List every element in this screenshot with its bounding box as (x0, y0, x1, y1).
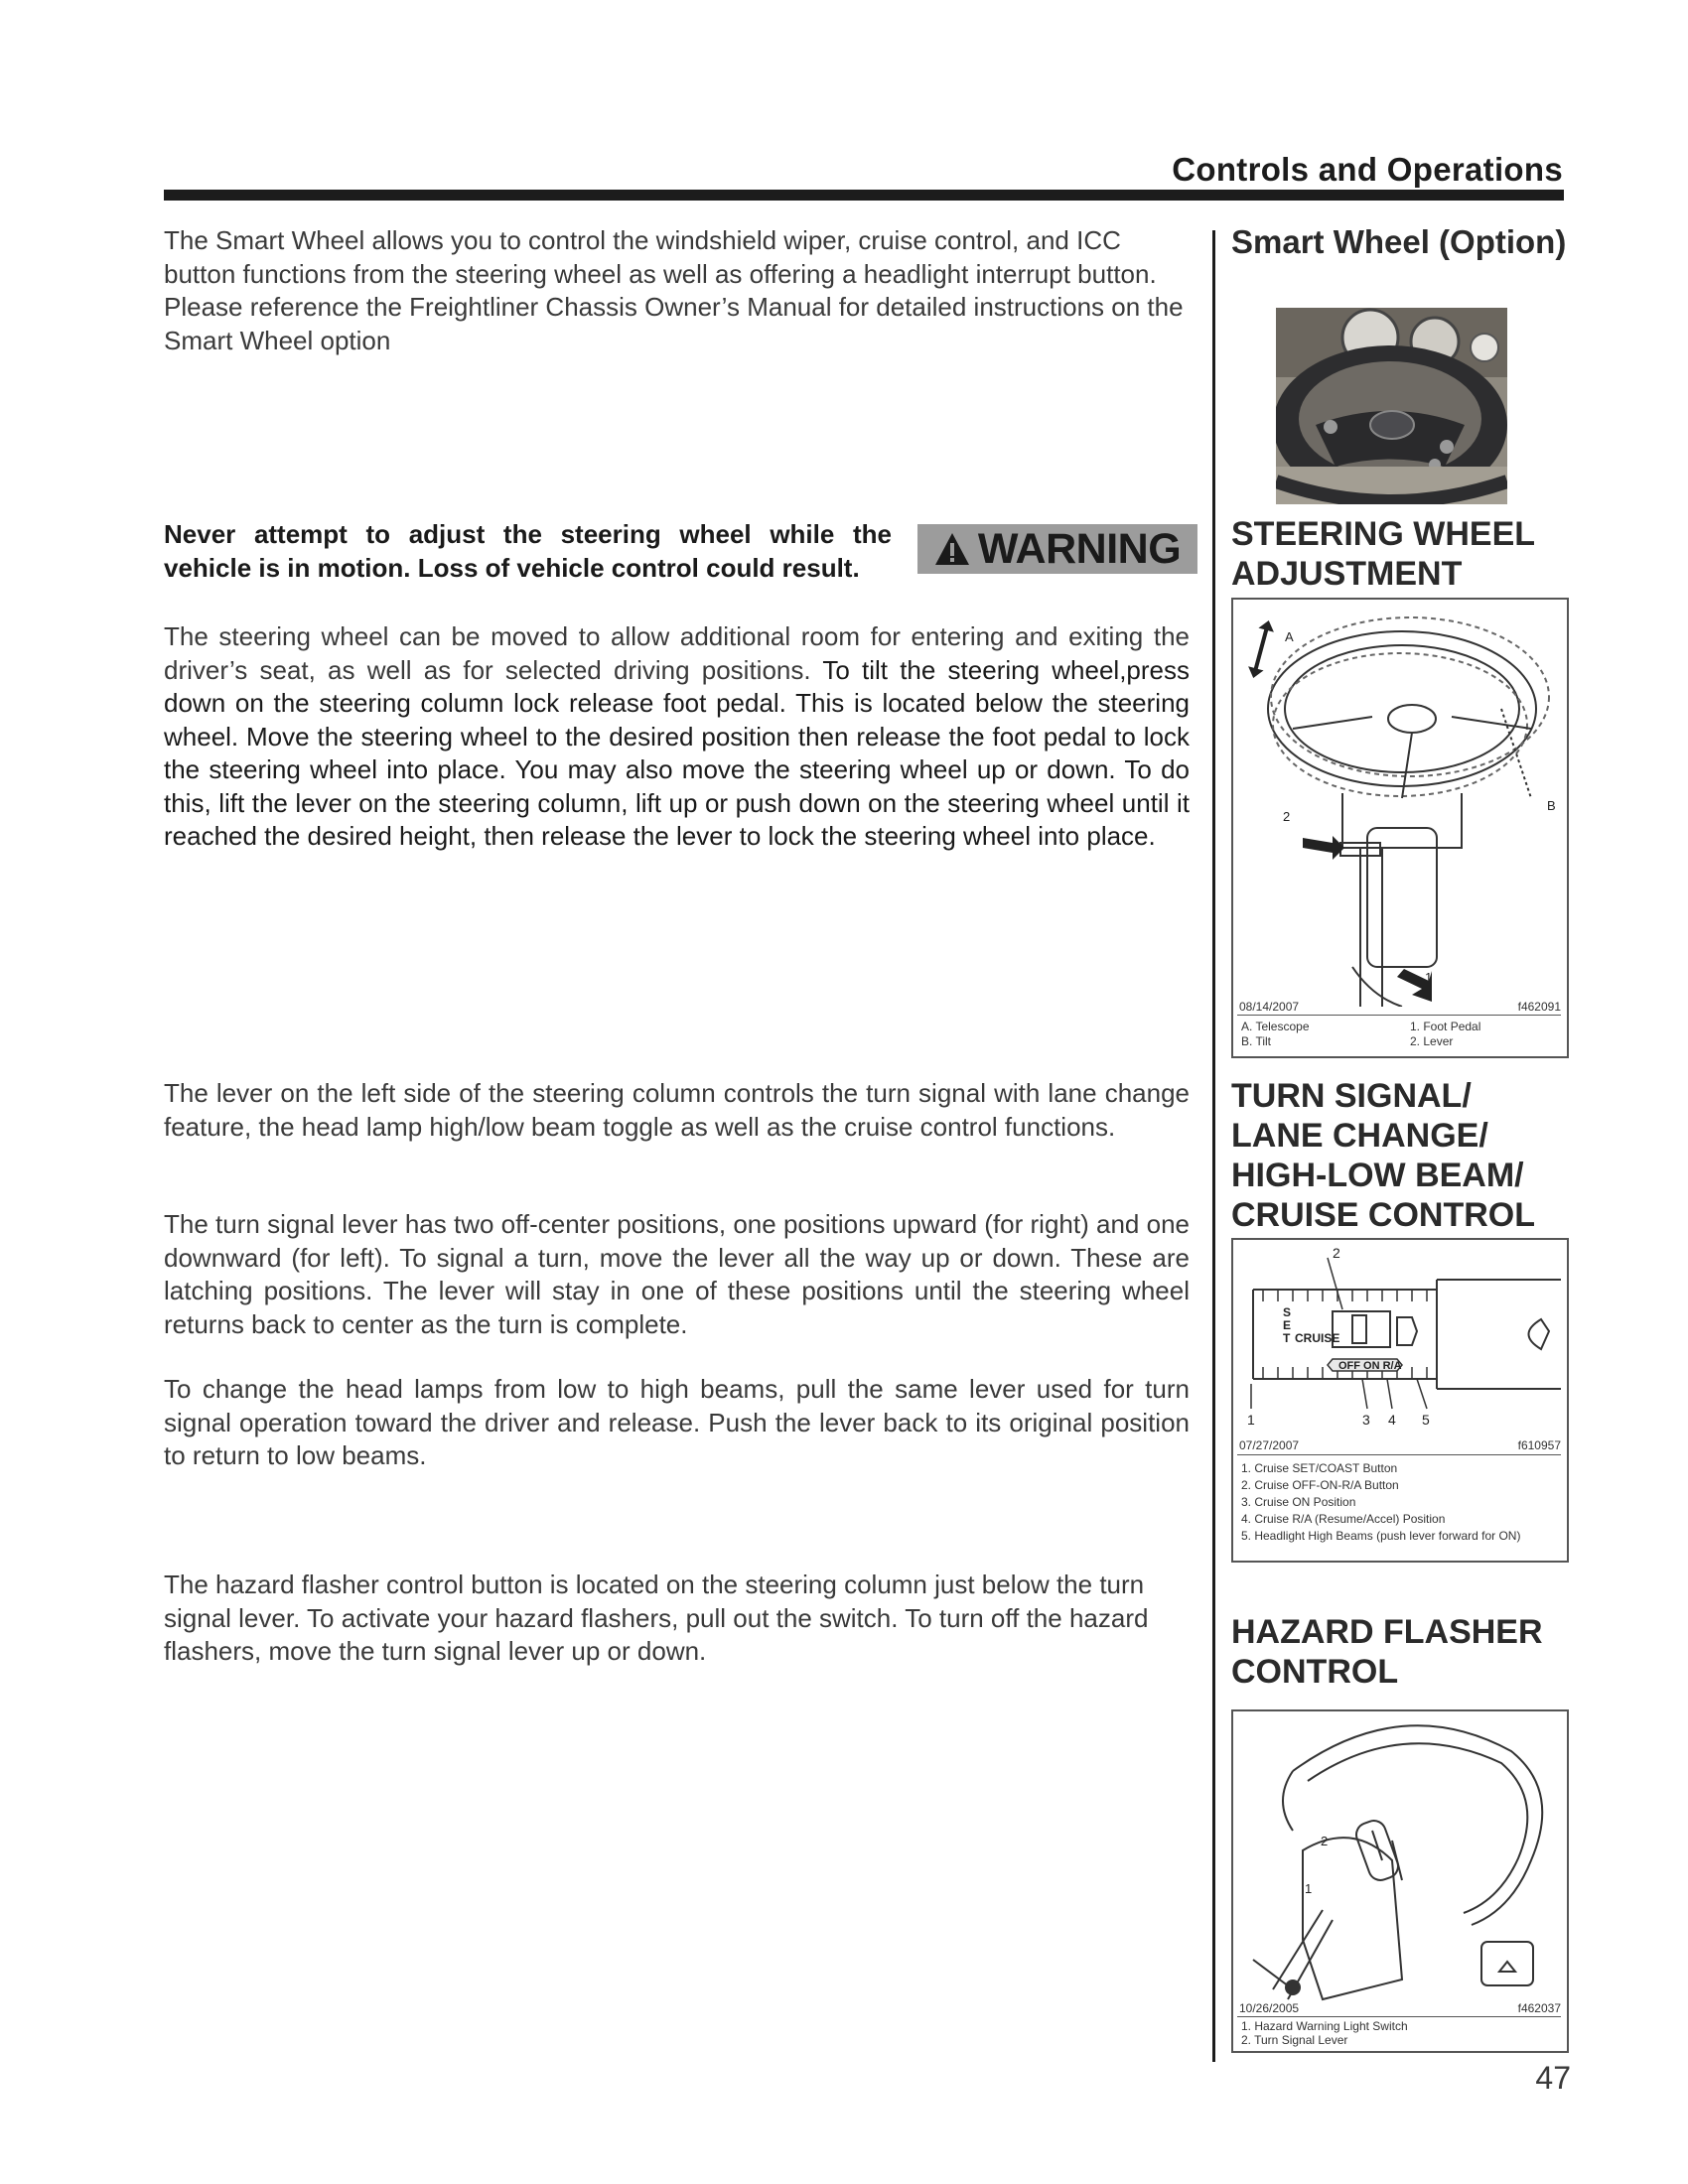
lever-t: T (1283, 1331, 1291, 1345)
warning-triangle-icon (934, 532, 970, 566)
callout-1: 1 (1247, 1412, 1255, 1428)
lever-e: E (1283, 1318, 1292, 1332)
turn-signal-paragraph-1: The lever on the left side of the steering column controls the turn signal with lane change feature, the head lamp high/low beam toggle as well as the cruise control functions. (164, 1078, 1190, 1142)
warning-badge (917, 524, 1197, 574)
legend-item: 2. Cruise OFF-ON-R/A Button (1241, 1478, 1399, 1492)
turn-heading-line1: TURN SIGNAL/ (1231, 1077, 1472, 1115)
page-number: 47 (1535, 2060, 1571, 2096)
lever-s: S (1283, 1305, 1292, 1319)
legend-1: 1. Foot Pedal (1410, 1020, 1481, 1033)
legend-1: 1. Hazard Warning Light Switch (1241, 2019, 1408, 2033)
hazard-heading-line1: HAZARD FLASHER (1231, 1613, 1543, 1651)
legend-2: 2. Lever (1410, 1034, 1454, 1048)
turn-heading-line3: HIGH-LOW BEAM/ (1231, 1157, 1524, 1194)
hazard-figure (1231, 1709, 1569, 2053)
steering-figure (1231, 598, 1569, 1058)
hazard-diagram (1233, 1711, 1567, 2004)
lever-cruise: CRUISE (1295, 1331, 1340, 1345)
turn-signal-heading (1231, 1076, 1535, 1235)
column-divider (1212, 230, 1215, 2062)
steering-instructions: To tilt the steering wheel,press down on the steering column lock release foot pedal. This is located below the steering wheel. Move the steering wheel to the desired position then release the foot pedal to lock the steering wheel into place. You may also move the steering wheel up or down. To do this, lift the lever on the steering column, lift up or push down on the steering wheel until it reached the desired height, then release the lever to lock the steering wheel into place. (164, 654, 1190, 851)
callout-2: 2 (1333, 1245, 1340, 1261)
turn-signal-paragraph-3: To change the head lamps from low to high beams, pull the same lever used for turn signal operation toward the driver and release. Push the lever back to its original position to return to low beams. (164, 1374, 1190, 1470)
steering-paragraph (164, 620, 1190, 854)
section-title: Controls and Operations (1172, 151, 1563, 188)
legend-a: A. Telescope (1241, 1020, 1310, 1033)
turn-heading-line4: CRUISE CONTROL (1231, 1196, 1535, 1234)
legend-item: 3. Cruise ON Position (1241, 1495, 1356, 1509)
hazard-heading-line2: CONTROL (1231, 1653, 1399, 1691)
figure-date: 08/14/2007 (1239, 1000, 1300, 1014)
steering-intro: The steering wheel can be moved to allow additional room for entering and exiting the driver’s seat, as well as for selected driving positions. (164, 621, 1190, 685)
legend-b: B. Tilt (1241, 1034, 1272, 1048)
figure-code: f610957 (1517, 1438, 1561, 1452)
figure-date: 10/26/2005 (1239, 2001, 1300, 2015)
callout-b: B (1547, 798, 1556, 813)
callout-1: 1 (1425, 970, 1433, 985)
hazard-heading (1231, 1612, 1543, 1692)
smart-wheel-photo (1276, 308, 1507, 504)
legend-2: 2. Turn Signal Lever (1241, 2033, 1348, 2047)
steering-heading-line2: ADJUSTMENT (1231, 555, 1463, 593)
turn-signal-figure (1231, 1238, 1569, 1563)
callout-2: 2 (1283, 809, 1291, 824)
warning-label: WARNING (977, 524, 1182, 573)
steering-heading-line1: STEERING WHEEL (1231, 515, 1536, 553)
callout-3: 3 (1362, 1412, 1370, 1428)
steering-heading (1231, 514, 1535, 594)
smart-wheel-paragraph: The Smart Wheel allows you to control the windshield wiper, cruise control, and ICC button functions from the steering wheel as well as offering a headlight interrupt button. Please reference the Freightliner Chassis Owner’s Manual for detailed instructions on the Smart Wheel option (164, 225, 1184, 355)
turn-signal-legend (1241, 1460, 1520, 1545)
header-rule (164, 190, 1564, 201)
lever-off-on: OFF ON R/A (1338, 1360, 1402, 1372)
legend-item: 5. Headlight High Beams (push lever forward for ON) (1241, 1529, 1521, 1543)
steering-diagram (1233, 600, 1567, 1007)
hazard-paragraph: The hazard flasher control button is located on the steering column just below the turn signal lever. To activate your hazard flashers, pull out the switch. To turn off the hazard flashers, move the turn signal lever up or down. (164, 1570, 1149, 1666)
callout-4: 4 (1388, 1412, 1396, 1428)
warning-text: Never attempt to adjust the steering wheel while the vehicle is in motion. Loss of vehicle control could result. (164, 519, 892, 583)
figure-date: 07/27/2007 (1239, 1438, 1300, 1452)
figure-code: f462091 (1517, 1000, 1561, 1014)
smart-wheel-heading: Smart Wheel (Option) (1231, 223, 1567, 260)
turn-heading-line2: LANE CHANGE/ (1231, 1117, 1488, 1155)
turn-signal-paragraph-2: The turn signal lever has two off-center positions, one positions upward (for right) and one downward (for left). To signal a turn, move the lever all the way up or down. These are latching positions. The lever will stay in one of these positions until the steering wheel returns back to center as the turn is complete. (164, 1209, 1190, 1339)
turn-signal-diagram (1233, 1240, 1567, 1429)
callout-5: 5 (1422, 1412, 1430, 1428)
legend-item: 1. Cruise SET/COAST Button (1241, 1461, 1398, 1475)
legend-item: 4. Cruise R/A (Resume/Accel) Position (1241, 1512, 1446, 1526)
callout-a: A (1285, 629, 1294, 644)
callout-2: 2 (1321, 1834, 1329, 1848)
figure-code: f462037 (1517, 2001, 1561, 2015)
callout-1: 1 (1305, 1881, 1313, 1896)
